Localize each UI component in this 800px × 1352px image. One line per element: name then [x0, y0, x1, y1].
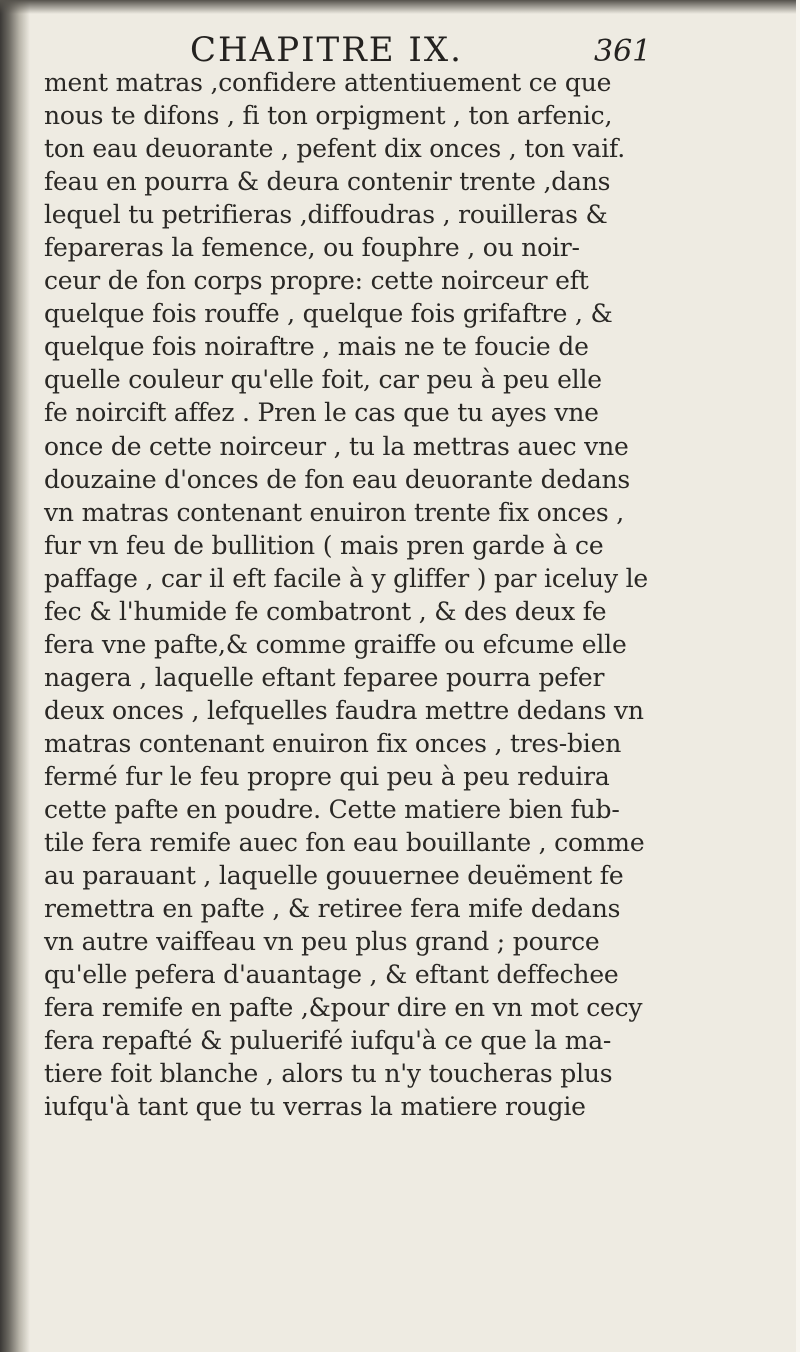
text-line: lequel tu petrifieras ,diffoudras , rouilleras &	[44, 200, 608, 230]
text-line: fera remife en pafte ,&pour dire en vn mot cecy	[44, 993, 643, 1023]
text-line: deux onces , lefquelles faudra mettre dedans vn	[44, 695, 644, 725]
text-line: cette pafte en poudre. Cette matiere bien fub-	[44, 795, 620, 825]
text-line: ment matras ,confidere attentiuement ce que	[44, 68, 612, 97]
chapter-title: CHAPITRE IX.	[190, 30, 463, 70]
text-line: nagera , laquelle eftant feparee pourra pefer	[44, 662, 605, 692]
text-line: feau en pourra & deura contenir trente ,dans	[44, 167, 611, 197]
text-line: tiere foit blanche , alors tu n'y toucheras plus	[44, 1059, 613, 1089]
text-line: fepareras la femence, ou fouphre , ou noir-	[44, 233, 580, 263]
text-line: fermé fur le feu propre qui peu à peu reduira	[44, 761, 610, 791]
text-line: matras contenant enuiron fix onces , tres-bien	[44, 728, 622, 758]
text-line: once de cette noirceur , tu la mettras auec vne	[44, 431, 629, 461]
text-line: fera vne pafte,& comme graiffe ou efcume elle	[44, 629, 627, 659]
text-line: quelque fois rouffe , quelque fois grifaftre , &	[44, 299, 613, 329]
text-line: tile fera remife auec fon eau bouillante , comme	[44, 828, 645, 858]
body-text	[44, 66, 760, 1124]
text-line: iufqu'à tant que tu verras la matiere rougie	[44, 1092, 586, 1122]
text-line: qu'elle pefera d'auantage , & eftant deffechee	[44, 960, 619, 990]
binding-shadow	[0, 0, 30, 1352]
text-line: ceur de fon corps propre: cette noirceur eft	[44, 266, 589, 296]
text-line: quelle couleur qu'elle foit, car peu à peu elle	[44, 365, 602, 395]
text-line: fe noircift affez . Pren le cas que tu ayes vne	[44, 398, 599, 428]
page-edge	[796, 0, 800, 1352]
top-edge-shadow	[0, 0, 800, 14]
text-line: fur vn feu de bullition ( mais pren garde à ce	[44, 530, 604, 560]
text-line: douzaine d'onces de fon eau deuorante dedans	[44, 464, 631, 494]
text-line: fec & l'humide fe combatront , & des deux fe	[44, 596, 607, 626]
text-line: quelque fois noiraftre , mais ne te foucie de	[44, 332, 589, 362]
text-line: ton eau deuorante , pefent dix onces , ton vaif.	[44, 134, 625, 164]
text-line: au parauant , laquelle gouuernee deuëment fe	[44, 861, 624, 891]
text-line: fera repafté & puluerifé iufqu'à ce que la ma-	[44, 1026, 612, 1056]
text-line: paffage , car il eft facile à y gliffer ) par iceluy le	[44, 563, 649, 593]
text-line: vn matras contenant enuiron trente fix onces ,	[44, 497, 625, 527]
text-line: remettra en pafte , & retiree fera mife dedans	[44, 894, 621, 924]
text-line: vn autre vaiffeau vn peu plus grand ; pource	[44, 927, 600, 957]
page-number: 361	[594, 34, 652, 69]
text-line: nous te difons , fi ton orpigment , ton arfenic,	[44, 101, 613, 131]
